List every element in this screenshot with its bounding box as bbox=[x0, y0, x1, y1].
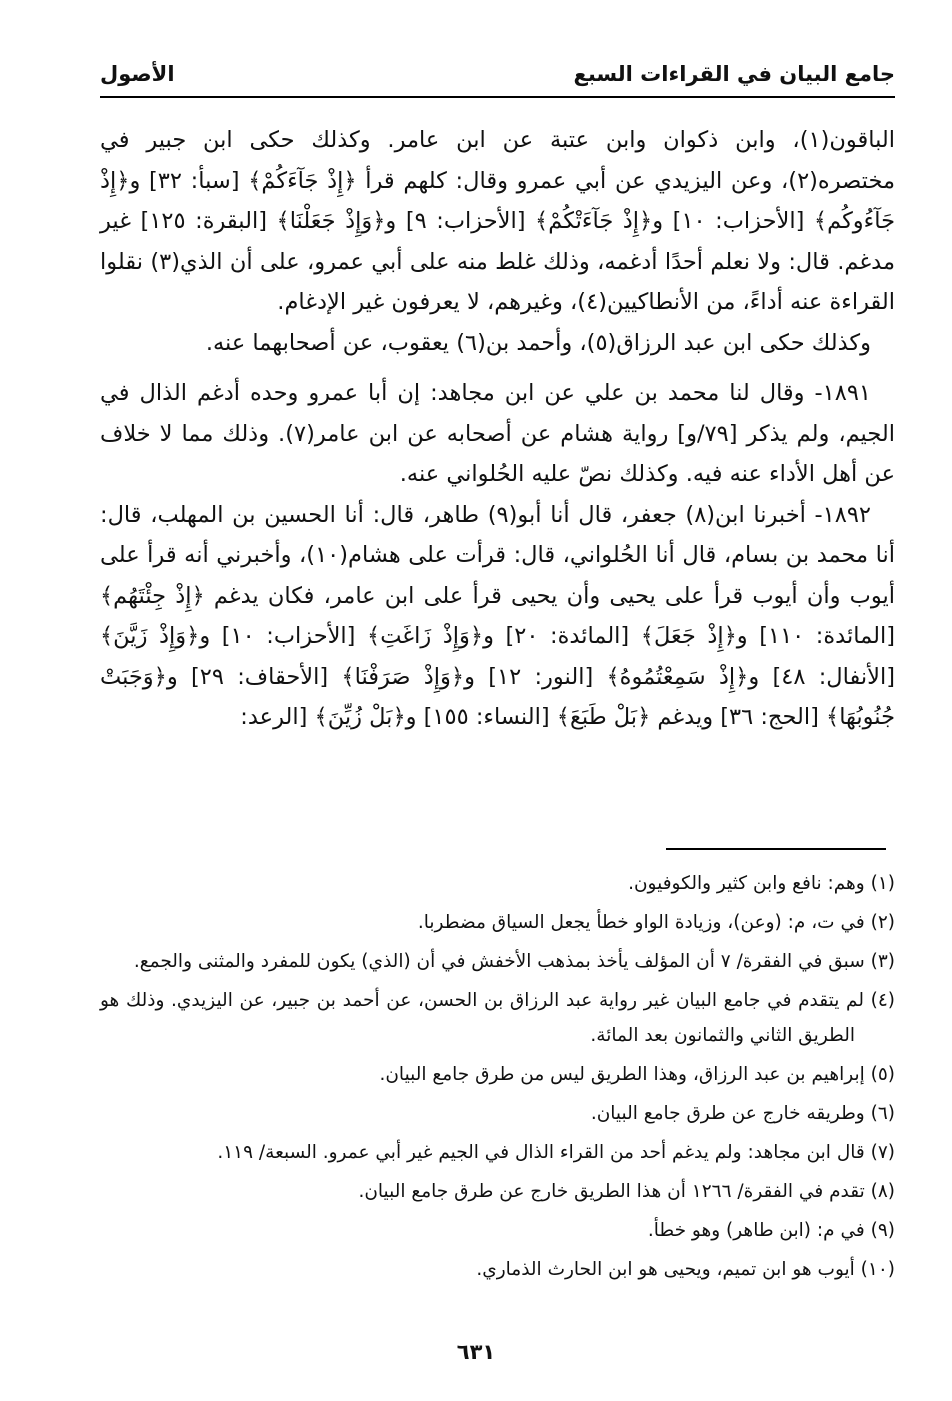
footnote: (٤) لم يتقدم في جامع البيان غير رواية عبد الرزاق بن الحسن، عن أحمد بن جبير، عن اليزيدي. وذلك هو الطريق الثاني والثمانون بعد المائة. bbox=[100, 990, 895, 1046]
footnote: (١٠) أيوب هو ابن تميم، ويحيى هو ابن الحارث الذماري. bbox=[476, 1259, 895, 1280]
footnote-separator bbox=[666, 848, 886, 850]
footnote: (٨) تقدم في الفقرة/ ١٢٦٦ أن هذا الطريق خارج عن طرق جامع البيان. bbox=[358, 1181, 895, 1202]
paragraph: ١٨٩١- وقال لنا محمد بن علي عن ابن مجاهد: إن أبا عمرو وحده أدغم الذال في الجيم، ولم يذكر [٧٩/و] رواية هشام عن أصحابه عن ابن عامر(٧). وذلك مما لا خلاف عن أهل الأداء عنه فيه. وكذلك نصّ عليه الحُلواني عنه. bbox=[100, 380, 895, 487]
main-text bbox=[100, 120, 895, 738]
section-title: الأصول bbox=[100, 62, 175, 86]
footnote: (٦) وطريقه خارج عن طرق جامع البيان. bbox=[590, 1103, 895, 1124]
footnote: (٣) سبق في الفقرة/ ٧ أن المؤلف يأخذ بمذهب الأخفش في أن (الذي) يكون للمفرد والمثنى والجمع. bbox=[133, 951, 895, 972]
page-header bbox=[100, 52, 895, 98]
footnote: (٥) إبراهيم بن عبد الرزاق، وهذا الطريق ليس من طرق جامع البيان. bbox=[379, 1064, 895, 1085]
paragraph: الباقون(١)، وابن ذكوان وابن عتبة عن ابن عامر. وكذلك حكى ابن جبير في مختصره(٢)، وعن اليزيدي عن أبي عمرو وقال: كلهم قرأ ﴿إِذْ جَآءَكُمْ﴾ [سبأ: ٣٢] و﴿إِذْ جَآءُوكُم﴾ [الأحزاب: ١٠] و﴿إِذْ جَآءَتْكُمْ﴾ [الأحزاب: ٩] و﴿وَإِذْ جَعَلْنَا﴾ [البقرة: ١٢٥] غير مدغم. قال: ولا نعلم أحدًا أدغمه، وذلك غلط منه على أبي عمرو، على أن الذي(٣) نقلوا القراءة عنه أداءً، من الأنطاكيين(٤)، وغيرهم، لا يعرفون غير الإدغام. bbox=[100, 127, 896, 315]
book-title: جامع البيان في القراءات السبع bbox=[573, 62, 895, 86]
footnote: (٧) قال ابن مجاهد: ولم يدغم أحد من القراء الذال في الجيم غير أبي عمرو. السبعة/ ١١٩. bbox=[217, 1142, 895, 1163]
footnote: (١) وهم: نافع وابن كثير والكوفيون. bbox=[628, 873, 895, 894]
footnote: (٩) في م: (ابن طاهر) وهو خطأ. bbox=[647, 1220, 895, 1241]
page-number: ٦٣١ bbox=[456, 1340, 496, 1364]
paragraph: ١٨٩٢- أخبرنا ابن(٨) جعفر، قال أنا أبو(٩) طاهر، قال: أنا الحسين بن المهلب، قال: أنا محمد بن بسام، قال أنا الحُلواني، قال: قرأت على هشام(١٠)، وأخبرني أنه قرأ على أيوب وأن أيوب قرأ على يحيى وأن يحيى قرأ على ابن عامر، فكان يدغم ﴿إِذْ جِئْتَهُم﴾ [المائدة: ١١٠] و﴿إِذْ جَعَلَ﴾ [المائدة: ٢٠] و﴿وَإِذْ زَاغَتِ﴾ [الأحزاب: ١٠] و﴿وَإِذْ زَيَّنَ﴾ [الأنفال: ٤٨] و﴿إِذْ سَمِعْتُمُوهُ﴾ [النور: ١٢] و﴿وَإِذْ صَرَفْنَا﴾ [الأحقاف: ٢٩] و﴿وَجَبَتْ جُنُوبُهَا﴾ [الحج: ٣٦] ويدغم ﴿بَلْ طَبَعَ﴾ [النساء: ١٥٥] و﴿بَلْ زُيِّنَ﴾ [الرعد: bbox=[100, 501, 896, 730]
paragraph: وكذلك حكى ابن عبد الرزاق(٥)، وأحمد بن(٦) يعقوب، عن أصحابهما عنه. bbox=[205, 329, 871, 356]
footnote: (٢) في ت، م: (وعن)، وزيادة الواو خطأ يجعل السياق مضطربا. bbox=[417, 912, 895, 933]
footnotes bbox=[100, 866, 895, 1291]
